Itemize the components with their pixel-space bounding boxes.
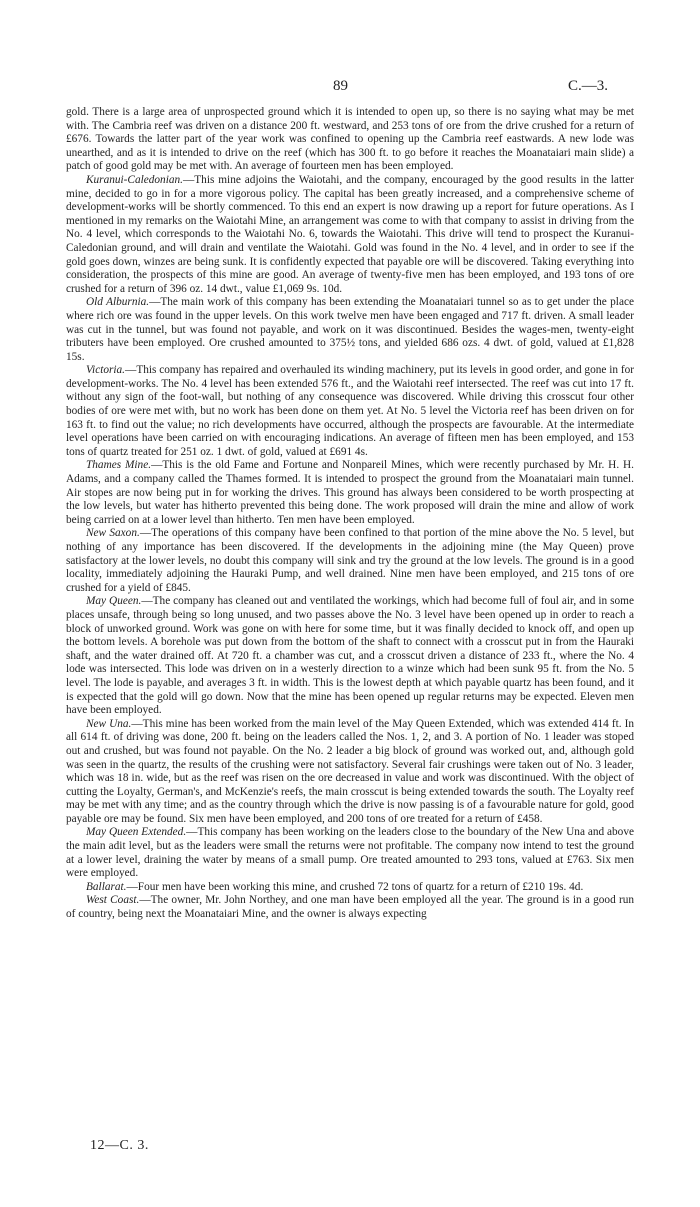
mine-title: Old Alburnia. [86,296,150,309]
paragraph-old-alburnia: Old Alburnia.—The main work of this company has been extending the Moanataiari tunnel so as to get under the place where rich ore was found in the upper levels. On this work twelve men have been engaged and 717 ft. driven. A small leader was cut in the tunnel, but was found not payable, and work on it was discontinued. Besides the wages-men, twenty-eight tributers have been employed. Ore crushed amounted to 375½ tons, and yielded 686 ozs. 4 dwt. of gold, valued at £1,828 15s. [66,296,634,363]
page-number: 89 [333,78,348,94]
paragraph-may-queen-extended: May Queen Extended.—This company has been working on the leaders close to the boundary of the New Una and above the main adit level, but as the leaders were small the returns were not profitable. The company now intend to test the ground at a lower level, draining the water by means of a small pump. Ore treated amounted to 293 tons, valued at £763. Six men were employed. [66,826,634,880]
paragraph-ballarat: Ballarat.—Four men have been working this mine, and crushed 72 tons of quartz for a return of £210 19s. 4d. [86,880,584,893]
paragraph-thames-mine: Thames Mine.—This is the old Fame and Fortune and Nonpareil Mines, which were recently purchased by Mr. H. H. Adams, and a company called the Thames formed. It is intended to prospect the ground from the Moanataiari main tunnel. Air stopes are now being put in for working the drives. This ground has always been considered to be worth prospecting at the low levels, but water has hitherto prevented this being done. The work proposed will drain the mine and allow of work being carried on at a lower level than hitherto. Ten men have been employed. [66,459,635,526]
paragraph-may-queen: May Queen.—The company has cleaned out and ventilated the workings, which had become full of foul air, and in some places unsafe, through being so long unused, and two passes above the No. 3 level have been opened up in order to reach a block of unworked ground. Work was gone on with here for some time, but it was finally decided to knock off, and open up the bottom levels. A borehole was put down from the bottom of the shaft to connect with a crosscut put in from the Hauraki shaft, and the water drained off. At 720 ft. a chamber was cut, and a crosscut driven a distance of 233 ft., where the No. 4 lode was intersected. This lode was driven on in a westerly direction to a winze which had been sunk 95 ft. from the No. 5 level. The lode is payable, and averages 3 ft. in width. This is the lowest depth at which payable quartz has been found, and it is expected that the gold will go down. Now that the mine has been opened up regular returns may be expected. Eleven men have been employed. [66,595,634,717]
paragraph-west-coast: West Coast.—The owner, Mr. John Northey, and one man have been employed all the year. The ground is in a good run of country, being next the Moanataiari Mine, and the owner is always expecting [66,894,635,921]
paragraph-gold: gold. There is a large area of unprospected ground which it is intended to open up, so there is no saying what may be met with. The Cambria reef was driven on a distance 200 ft. westward, and 253 tons of ore from the drive crushed for a return of £676. Towards the latter part of the year work was confined to opening up the Cambria reef eastwards. A new lode was unearthed, and as it is intended to drive on the reef (which has 300 ft. to go before it reaches the Moanataiari main slide) a patch of good gold may be met with. An average of fourteen men has been employed. [66,106,634,173]
page-header [0,78,700,98]
mine-title: West Coast. [86,894,140,907]
mine-title: May Queen. [86,595,142,608]
printer-signature: 12—C. 3. [90,1138,149,1153]
mine-title: New Una. [86,717,132,730]
mine-title: New Saxon. [86,527,140,540]
mine-title: Ballarat. [86,880,127,893]
paragraph-kuranui-caledonian: Kuranui-Caledonian.—This mine adjoins the Waiotahi, and the company, encouraged by the good results in the latter mine, decided to go in for a more vigorous policy. The capital has been greatly increased, and a comprehensive scheme of development-works will be shortly commenced. To this end an expert is now drawing up a report for future operations. As I mentioned in my remarks on the Waiotahi Mine, an arrangement was come to with that company to assist in driving from the No. 4 level, which corresponds to the Waiotahi No. 6, towards the Waiotahi. This drive will tend to prospect the Kuranui-Caledonian ground, and will drain and ventilate the Waiotahi. Gold was found in the No. 4 level, and in order to see if the gold goes down, winzes are being sunk. It is confidently expected that payable ore will be discovered. Taking everything into consideration, the prospects of this mine are good. An average of twenty-five men has been employed, and 193 tons of ore crushed for a return of 396 oz. 14 dwt., value £1,069 9s. 10d. [66,173,634,295]
report-body [66,106,634,922]
mine-title: Thames Mine. [86,459,152,472]
paragraph-new-saxon: New Saxon.—The operations of this company have been confined to that portion of the mine above the No. 5 level, but nothing of any importance has been discovered. If the developments in the adjoining mine (the May Queen) prove satisfactory at the lower levels, no doubt this company will sink and try the ground at the low levels. The ground is in a good locality, immediately adjoining the Hauraki Pump, and well drained. Nine men have been employed, and 215 tons of ore crushed for a yield of £845. [66,527,634,594]
mine-title: Kuranui-Caledonian. [86,173,183,186]
paragraph-victoria: Victoria.—This company has repaired and overhauled its winding machinery, put its levels in good order, and gone in for development-works. The No. 4 level has been extended 576 ft., and the Waiotahi reef intersected. The reef was cut into 17 ft. without any sign of the foot-wall, but nothing of any consequence was discovered. While driving this crosscut four other bodies of ore were met with, but no work has been done on them yet. At No. 5 level the Victoria reef has been driven on for 163 ft. to find out the value; no rich developments have occurred, although the prospects are favourable. At the intermediate level operations have been carried on with encouraging indications. An average of fifteen men has been employed, and 153 tons of quartz treated for 251 oz. 1 dwt. of gold, valued at £691 4s. [66,364,634,458]
mine-title: Victoria. [86,364,126,377]
paragraph-new-una: New Una.—This mine has been worked from the main level of the May Queen Extended, which was extended 414 ft. In all 614 ft. of driving was done, 200 ft. being on the leaders called the Nos. 1, 2, and 3. A portion of No. 1 leader was stoped out and crushed, but was found not payable. On the No. 2 leader a big block of ground was worked out, and, although gold was seen in the quartz, the results of the crushing were not satisfactory. Several fair crushings were taken out of No. 3 leader, which was 18 in. wide, but as the reef was risen on the ore decreased in value and work was discontinued. With the object of cutting the Loyalty, German's, and McKenzie's reefs, the main crosscut is being extended towards the south. The Loyalty reef may be met with any time; and as the country through which the drive is now passing is of a favourable nature for gold, good payable ore may be found. Six men have been employed, and 200 tons of ore treated for a return of £458. [66,717,634,825]
mine-title: May Queen Extended. [86,826,187,839]
document-reference: C.—3. [567,78,608,94]
